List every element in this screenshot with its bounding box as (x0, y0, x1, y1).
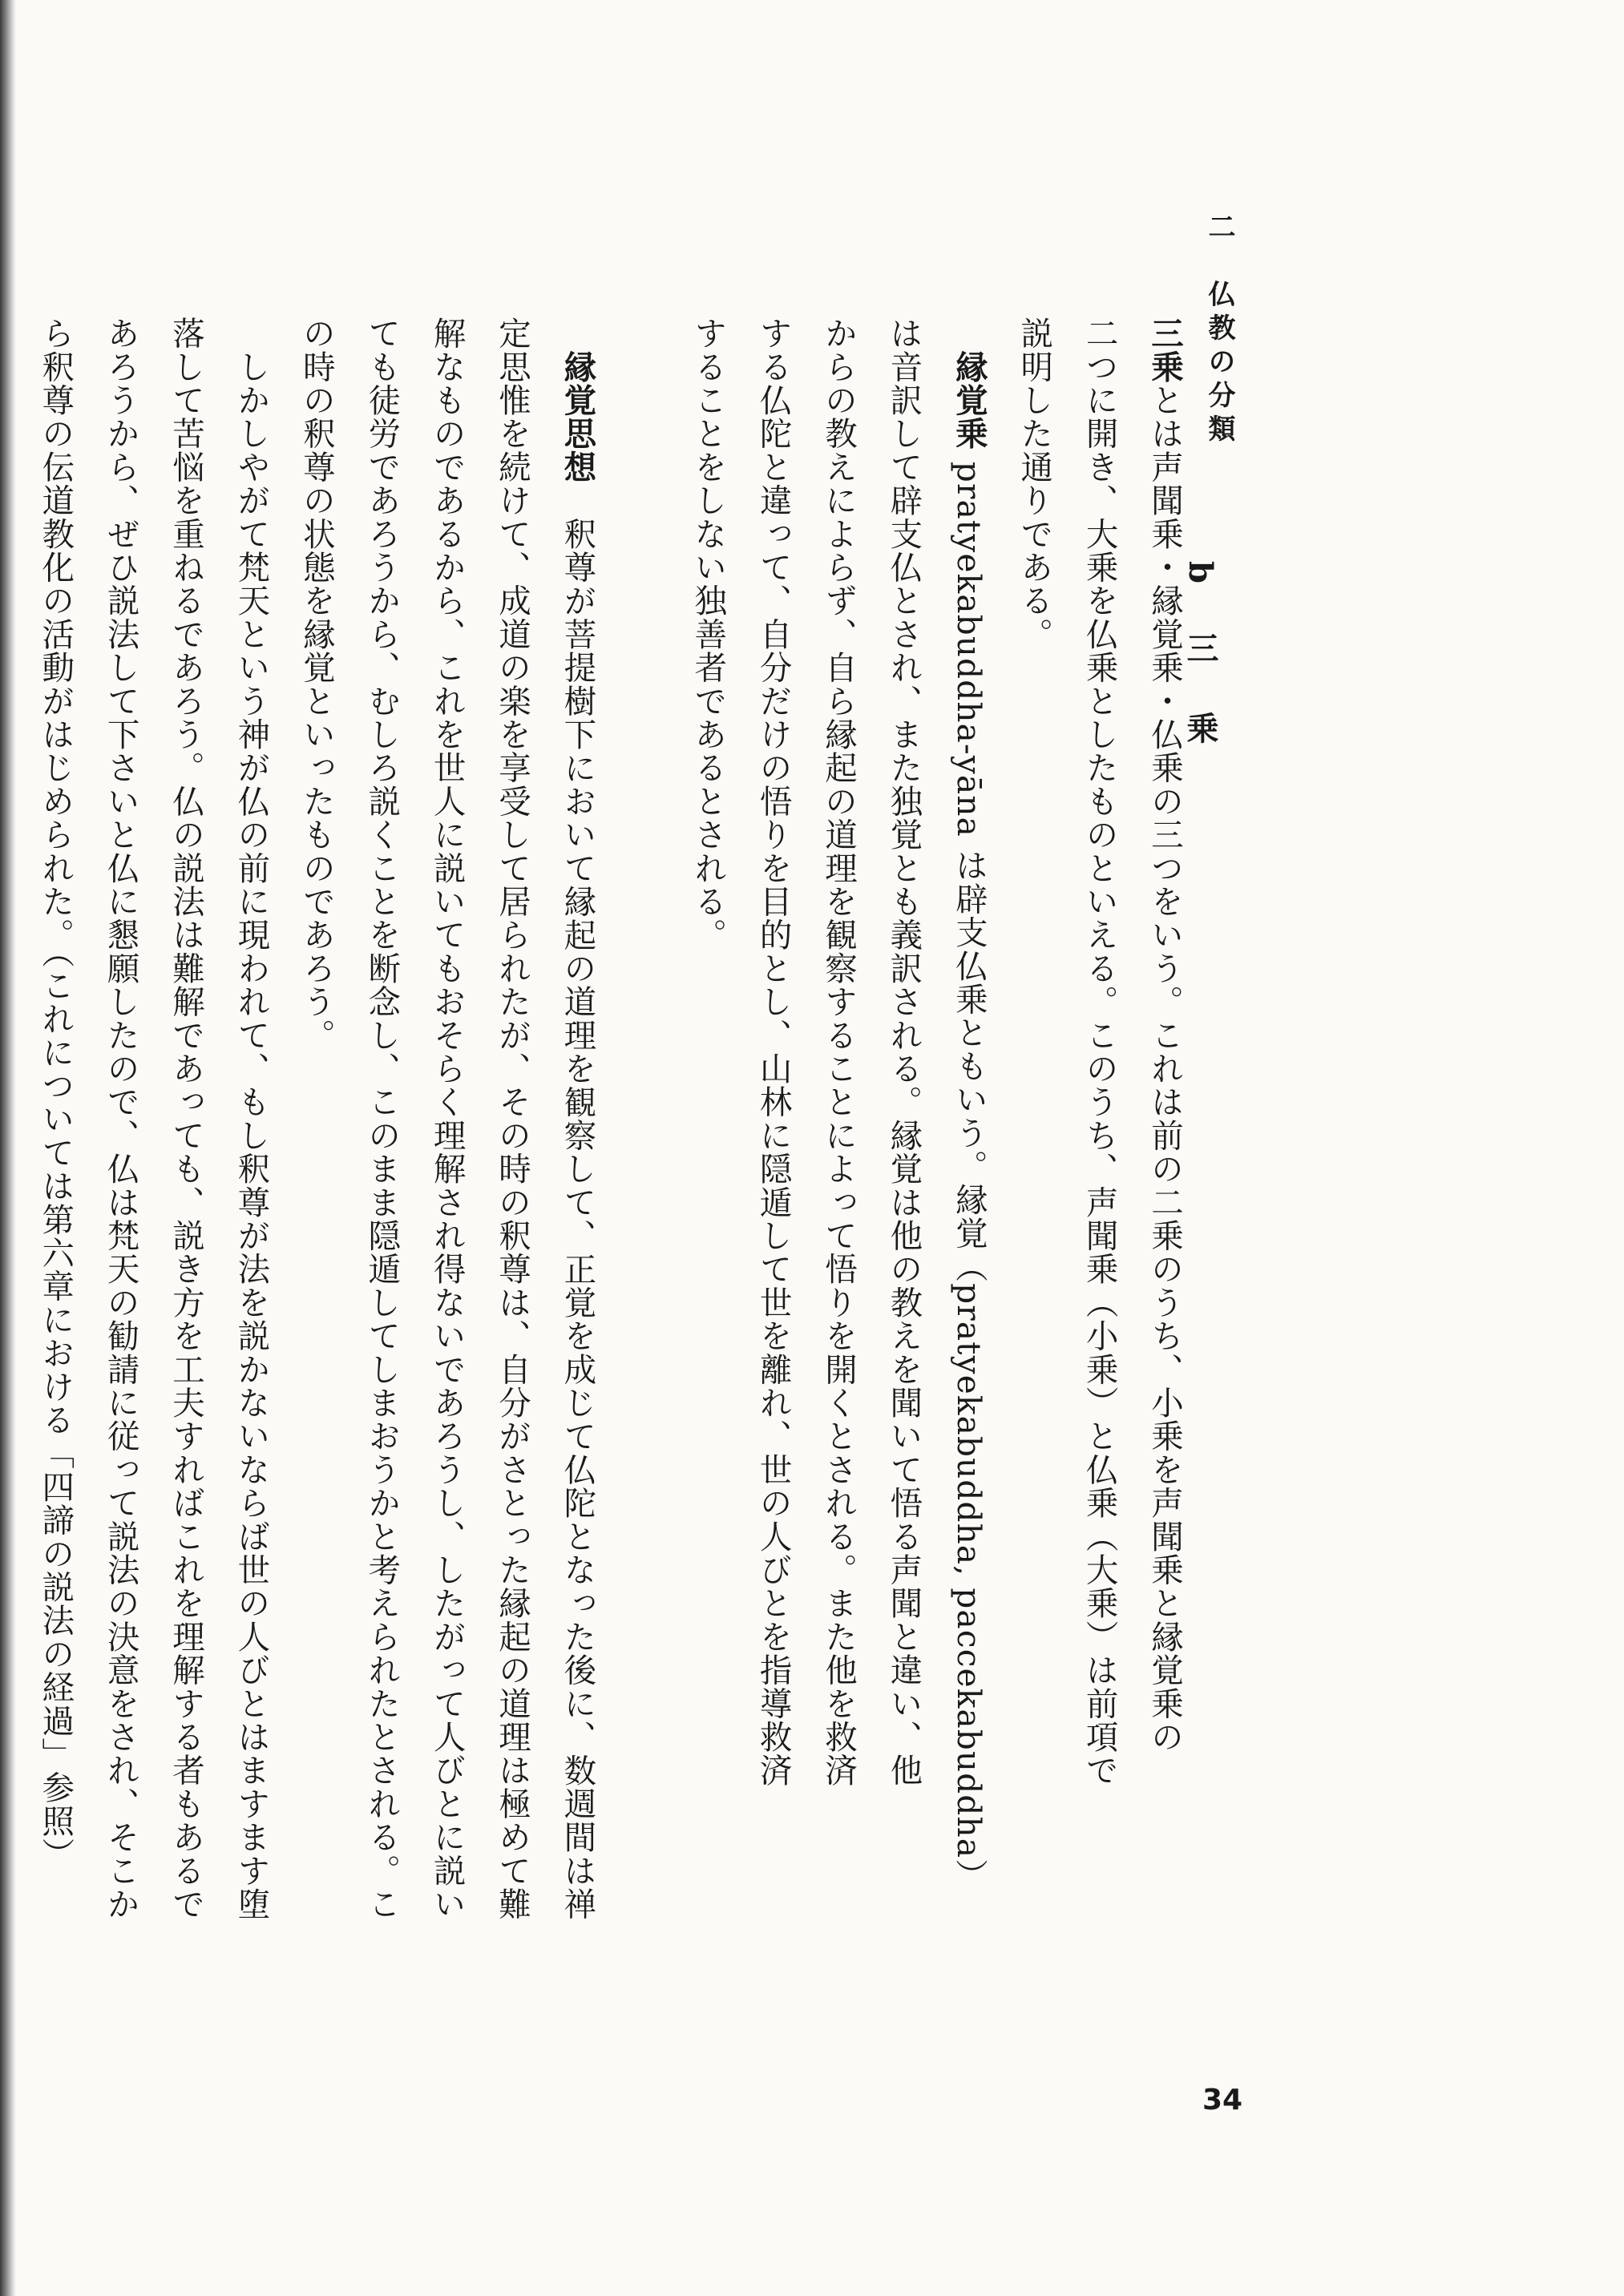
column-text: あろうから、ぜひ説法して下さいと仏に懇願したので、仏は梵天の勧請に従って説法の決意をされ、そこか (101, 317, 140, 1921)
text-column (297, 317, 336, 1052)
column-text: pratyekabuddha-yāna は辟支仏乗ともいう。縁覚（pratyekabuddha, paccekabuddha） (949, 450, 988, 1892)
column-text: しかしやがて梵天という神が仏の前に現われて、もし釈尊が法を説かないならば世の人びとはますます堕 (232, 349, 271, 1921)
text-column (101, 317, 140, 1921)
text-column (949, 317, 988, 1892)
text-column (232, 317, 271, 1921)
indent (558, 317, 596, 350)
text-column (427, 317, 467, 1921)
column-text: 説明した通りである。 (1015, 317, 1054, 651)
text-column (884, 317, 923, 1787)
text-column (819, 317, 858, 1787)
text-column (753, 317, 793, 1787)
text-column (493, 317, 531, 1921)
column-text: 二つに開き、大乗を仏乗としたものといえる。このうち、声聞乗（小乗）と仏乗（大乗）は前項で (1080, 317, 1119, 1787)
bold-term: 縁覚乗 (949, 349, 988, 450)
bold-term: 縁覚思想 (558, 349, 597, 484)
text-column (1145, 317, 1184, 1754)
column-text: は音訳して辟支仏とされ、また独覚とも義訳される。縁覚は他の教えを聞いて悟る声聞と違い、他 (884, 317, 923, 1787)
binding-shadow (0, 0, 16, 2296)
column-text: ら釈尊の伝道教化の活動がはじめられた。（これについては第六章における「四諦の説法の経過」参照） (36, 317, 75, 1871)
column-text: することをしない独善者であるとされる。 (689, 317, 728, 952)
column-text: 定思惟を続けて、成道の楽を享受して居られたが、その時の釈尊は、自分がさとった縁起の道理は極めて難 (493, 317, 531, 1921)
indent (232, 317, 270, 350)
text-column (1080, 317, 1119, 1787)
section-title: b 三 乗 (1182, 561, 1219, 752)
text-column (558, 317, 597, 1921)
text-column (167, 317, 205, 1921)
column-text: ても徒労であろうから、むしろ説くことを断念し、このまま隠遁してしまおうかと考えられたとされる。こ (362, 317, 402, 1921)
column-text: の時の釈尊の状態を縁覚といったものであろう。 (297, 317, 336, 1052)
column-text: する仏陀と違って、自分だけの悟りを目的とし、山林に隠遁して世を離れ、世の人びとを指導救済 (753, 317, 793, 1787)
text-column (362, 317, 402, 1921)
text-column (36, 317, 75, 1871)
column-text: 落して苦悩を重ねるであろう。仏の説法は難解であっても、説き方を工夫すればこれを理解する者もあるで (167, 317, 205, 1921)
text-column (689, 317, 728, 952)
text-column (1015, 317, 1054, 651)
page-number: 34 (1202, 2084, 1243, 2116)
column-text: 解なものであるから、これを世人に説いてもおそらく理解され得ないであろうし、したがって人びとに説い (427, 317, 467, 1921)
column-text: からの教えによらず、自ら縁起の道理を観察することによって悟りを開くとされる。また他を救済 (819, 317, 858, 1787)
bold-term: 三乗 (1145, 317, 1184, 384)
column-text: 釈尊が菩提樹下において縁起の道理を観察して、正覚を成じて仏陀となった後に、数週間は禅 (558, 483, 597, 1921)
chapter-header: 二 仏教の分類 (1203, 212, 1235, 448)
indent (950, 317, 988, 350)
column-text: とは声聞乗・縁覚乗・仏乗の三つをいう。これは前の二乗のうち、小乗を声聞乗と縁覚乗の (1145, 383, 1184, 1754)
